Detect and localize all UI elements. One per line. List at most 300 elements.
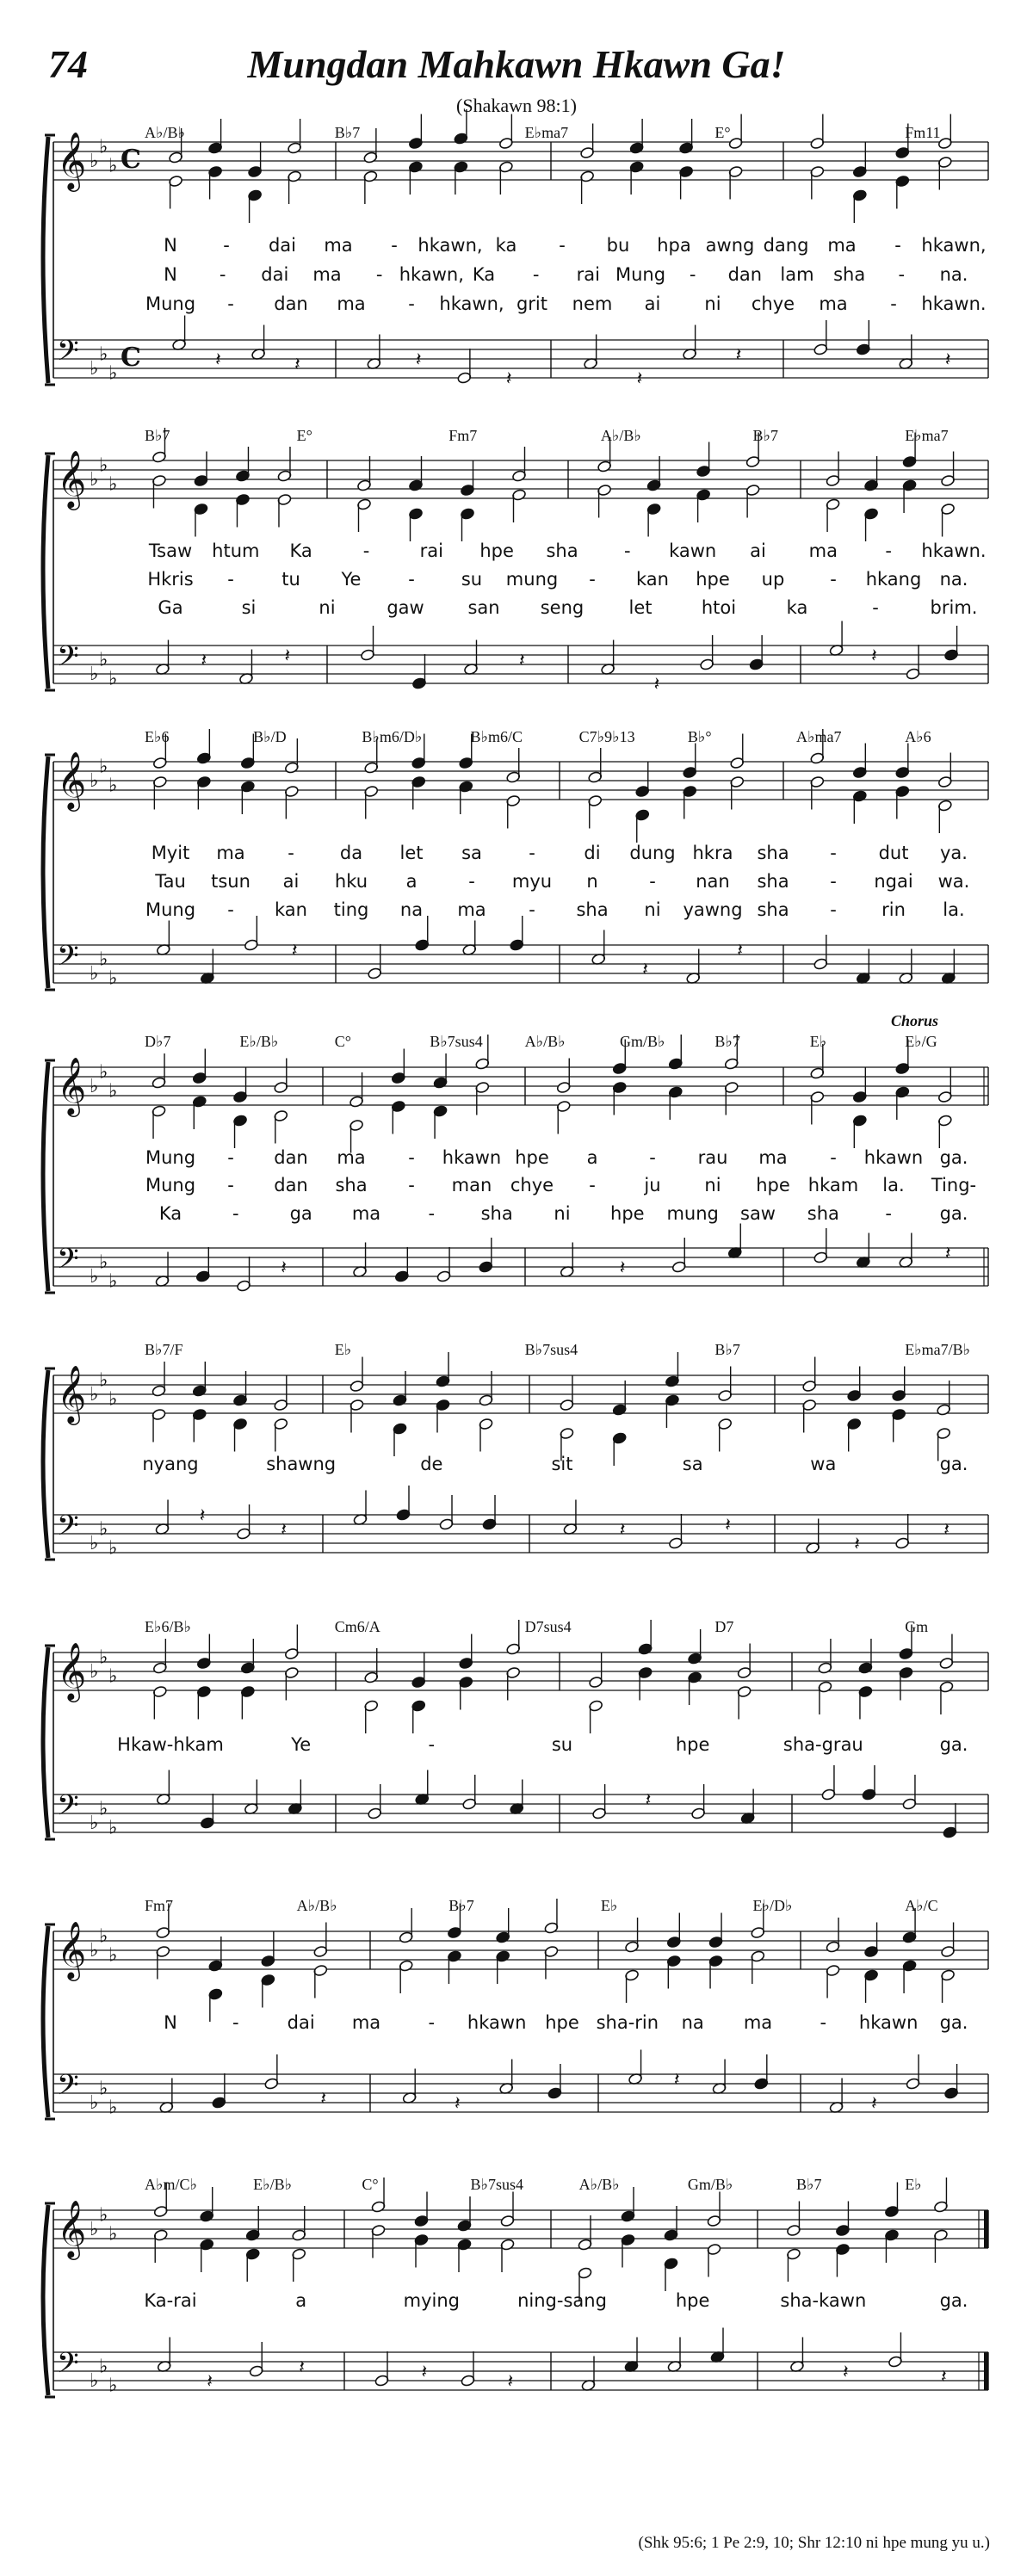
- flat-icon: ♭: [90, 1384, 99, 1405]
- lyric-syllable: -: [830, 1147, 837, 1168]
- rest-icon: 𝄽: [944, 349, 951, 371]
- treble-clef-icon: 𝄞: [57, 1920, 87, 1979]
- lyric-syllable: -: [559, 235, 566, 256]
- system-brace: [43, 1062, 48, 1291]
- lyric-syllable: -: [227, 1147, 234, 1168]
- lyric-syllable: Mung: [145, 293, 196, 314]
- rest-icon: 𝄽: [291, 940, 298, 962]
- lyric-syllable: -: [890, 293, 897, 314]
- chord-symbol: E♭/B♭: [253, 2176, 293, 2193]
- treble-staff: [53, 131, 988, 192]
- rest-icon: 𝄽: [642, 959, 648, 981]
- lyric-syllable: saw: [740, 1203, 776, 1224]
- lyric-syllable: ni: [704, 1175, 721, 1195]
- lyric-syllable: chye: [751, 293, 795, 314]
- chord-symbol: Fm7: [145, 1897, 174, 1914]
- final-barline: [984, 2352, 988, 2390]
- lyric-syllable: Ka: [472, 264, 496, 285]
- lyric-syllable: -: [624, 541, 631, 561]
- lyric-syllable: na.: [939, 569, 968, 590]
- chord-symbol: E♭: [334, 1341, 352, 1358]
- flat-icon: ♭: [90, 469, 99, 491]
- lyric-syllable: kawn: [669, 541, 717, 561]
- lyric-syllable: sha: [757, 899, 789, 920]
- flat-icon: ♭: [108, 155, 118, 177]
- lyric-syllable: sa: [461, 843, 482, 863]
- lyric-syllable: ka: [786, 597, 808, 618]
- flat-icon: ♭: [108, 668, 118, 690]
- system-brace: [43, 455, 48, 689]
- chord-symbol: Gm: [905, 1618, 929, 1635]
- lyric-syllable: na.: [939, 264, 968, 285]
- bass-clef-icon: 𝄢: [57, 1789, 79, 1829]
- lyric-syllable: hkawn.: [921, 293, 987, 314]
- lyric-syllable: brim.: [930, 597, 978, 618]
- lyric-syllable: kan: [275, 899, 307, 920]
- lyric-syllable: -: [830, 871, 837, 892]
- bass-clef-icon: 𝄢: [57, 1510, 79, 1549]
- chord-symbol: B♭°: [687, 728, 712, 745]
- flat-icon: ♭: [108, 775, 118, 797]
- rest-icon: 𝄽: [415, 349, 422, 371]
- rest-icon: 𝄽: [871, 646, 877, 667]
- system-5: [43, 1341, 988, 1560]
- flat-icon: ♭: [99, 2356, 108, 2378]
- lyric-syllable: dai: [287, 2012, 315, 2033]
- system-7: [43, 1897, 988, 2119]
- lyric-syllable: htum: [212, 541, 260, 561]
- lyric-syllable: hpe: [479, 541, 514, 561]
- rest-icon: 𝄽: [619, 1519, 626, 1541]
- lyric-syllable: hpe: [756, 1175, 790, 1195]
- treble-staff: [53, 1641, 988, 1702]
- flat-icon: ♭: [99, 948, 108, 971]
- lyric-syllable: dai: [268, 235, 297, 256]
- chord-symbol: B♭7: [714, 1033, 740, 1050]
- rest-icon: 𝄽: [944, 1243, 951, 1265]
- bass-clef-icon: 𝄢: [57, 940, 79, 979]
- lyric-syllable: Ka: [158, 1203, 182, 1224]
- lyric-syllable: -: [408, 1175, 415, 1195]
- chord-symbol: E♭: [809, 1033, 827, 1050]
- lyric-syllable: Mung: [615, 264, 666, 285]
- lyric-syllable: hkawn: [467, 2012, 527, 2033]
- lyric-syllable: rai: [576, 264, 601, 285]
- rest-icon: 𝄽: [507, 2371, 514, 2393]
- lyric-syllable: Hkris: [147, 569, 194, 590]
- lyric-syllable: ai: [282, 871, 300, 892]
- lyric-syllable: -: [529, 843, 535, 863]
- time-signature: C: [121, 343, 141, 373]
- lyric-syllable: -: [362, 541, 370, 561]
- flat-icon: ♭: [99, 649, 108, 671]
- chord-symbol: B♭m6/C: [470, 728, 523, 745]
- flat-icon: ♭: [108, 2375, 118, 2397]
- rest-icon: 𝄽: [201, 650, 207, 672]
- chord-symbol: E♭6: [145, 728, 170, 745]
- rest-icon: 𝄽: [673, 2069, 680, 2091]
- lyric-syllable: rau: [697, 1147, 728, 1168]
- chord-symbol: Fm7: [448, 427, 478, 444]
- lyric-syllable: si: [241, 597, 257, 618]
- chord-symbol: A♭ma7: [796, 728, 842, 745]
- lyric-syllable: ni: [644, 899, 661, 920]
- rest-icon: 𝄽: [735, 344, 742, 367]
- system-brace: [43, 757, 48, 988]
- lyric-syllable: hpe: [515, 1147, 549, 1168]
- flat-icon: ♭: [108, 1080, 118, 1103]
- rest-icon: 𝄽: [940, 2366, 947, 2388]
- lyric-syllable: -: [872, 597, 879, 618]
- bass-clef-icon: 𝄢: [57, 335, 79, 374]
- flat-icon: ♭: [90, 1076, 99, 1097]
- lyric-syllable: la.: [882, 1175, 905, 1195]
- lyric-syllable: hpe: [675, 2290, 710, 2311]
- lyric-syllable: -: [885, 541, 892, 561]
- lyric-syllable: sha: [576, 899, 609, 920]
- lyric-syllable: N: [164, 264, 177, 285]
- lyric-syllable: rai: [419, 541, 444, 561]
- lyric-syllable: hpe: [610, 1203, 645, 1224]
- lyric-syllable: sa: [682, 1454, 703, 1474]
- lyric-syllable: -: [288, 843, 294, 863]
- lyric-syllable: -: [649, 871, 656, 892]
- flat-icon: ♭: [90, 770, 99, 792]
- lyric-syllable: dut: [878, 843, 909, 863]
- treble-staff: [53, 1920, 988, 1981]
- bass-staff: [53, 1243, 988, 1293]
- lyric-syllable: ai: [644, 293, 661, 314]
- lyric-syllable: dai: [261, 264, 289, 285]
- lyric-syllable: -: [232, 2012, 239, 2033]
- chord-symbol: A♭/B♭: [600, 427, 641, 444]
- lyric-syllable: Ye: [341, 569, 362, 590]
- system-3: [43, 728, 988, 990]
- bass-clef-icon: 𝄢: [57, 2347, 79, 2387]
- system-8: [43, 2176, 988, 2397]
- lyric-syllable: hku: [334, 871, 368, 892]
- flat-icon: ♭: [108, 1388, 118, 1411]
- lyric-syllable: up: [761, 569, 785, 590]
- chord-symbol: A♭m/C♭: [145, 2176, 197, 2193]
- rest-icon: 𝄽: [454, 2093, 461, 2115]
- lyric-syllable: -: [894, 235, 901, 256]
- lyric-syllable: wa.: [937, 871, 970, 892]
- lyric-syllable: -: [885, 1203, 892, 1224]
- lyric-syllable: let: [399, 843, 424, 863]
- lyric-syllable: dang: [763, 235, 809, 256]
- lyric-syllable: -: [898, 264, 906, 285]
- lyric-syllable: hkawn: [858, 2012, 919, 2033]
- chord-symbol: E♭: [600, 1897, 618, 1914]
- flat-icon: ♭: [99, 1798, 108, 1820]
- bass-staff: [53, 335, 988, 385]
- lyric-syllable: sha: [335, 1175, 368, 1195]
- treble-clef-icon: 𝄞: [57, 1364, 87, 1423]
- lyric-syllable: ma: [819, 293, 848, 314]
- lyric-syllable: ma: [216, 843, 245, 863]
- chord-symbol: E♭ma7/B♭: [905, 1341, 971, 1358]
- lyric-syllable: a: [586, 1147, 598, 1168]
- lyric-syllable: -: [689, 264, 696, 285]
- lyric-syllable: ni: [319, 597, 336, 618]
- lyric-syllable: -: [227, 899, 234, 920]
- rest-icon: 𝄽: [871, 2093, 877, 2115]
- treble-clef-icon: 𝄞: [57, 449, 87, 508]
- lyric-syllable: ma: [337, 293, 366, 314]
- lyric-syllable: -: [408, 293, 415, 314]
- flat-icon: ♭: [99, 1518, 108, 1541]
- chord-symbol: B♭7: [448, 1897, 474, 1914]
- rest-icon: 𝄽: [281, 1257, 288, 1279]
- lyric-syllable: hkawn,: [921, 235, 987, 256]
- lyric-syllable: tu: [281, 569, 300, 590]
- flat-icon: ♭: [108, 1537, 118, 1560]
- rest-icon: 𝄽: [619, 1257, 626, 1279]
- rest-icon: 𝄽: [284, 646, 291, 667]
- lyric-syllable: -: [375, 264, 383, 285]
- rest-icon: 𝄽: [725, 1515, 731, 1536]
- flat-icon: ♭: [90, 358, 99, 380]
- flat-icon: ♭: [108, 967, 118, 990]
- lyric-syllable: nyang: [142, 1454, 199, 1474]
- chord-symbol: B♭m6/D♭: [362, 728, 423, 745]
- final-barline: [984, 2210, 988, 2248]
- lyric-syllable: su: [551, 1734, 573, 1755]
- bass-clef-icon: 𝄢: [57, 2069, 79, 2109]
- chord-symbol: D7: [714, 1618, 734, 1635]
- lyric-syllable: Ka: [289, 541, 312, 561]
- lyric-syllable: hkra: [692, 843, 733, 863]
- lyric-syllable: hkawn,: [399, 264, 464, 285]
- lyric-syllable: nan: [696, 871, 730, 892]
- time-signature: C: [121, 145, 141, 175]
- lyric-syllable: ma: [351, 2012, 381, 2033]
- chord-symbol: E♭6/B♭: [145, 1618, 191, 1635]
- flat-icon: ♭: [99, 2204, 108, 2227]
- lyric-syllable: -: [589, 569, 596, 590]
- lyric-syllable: mung: [666, 1203, 719, 1224]
- chord-symbol: E♭: [905, 2176, 922, 2193]
- lyric-syllable: a: [405, 871, 418, 892]
- chord-symbol: B♭7: [796, 2176, 822, 2193]
- flat-icon: ♭: [99, 136, 108, 158]
- lyric-syllable: sha-grau: [782, 1734, 863, 1755]
- lyric-syllable: hkawn,: [418, 235, 483, 256]
- system-4: [43, 1012, 988, 1293]
- hymn-subtitle: (Shakawn 98:1): [456, 95, 577, 116]
- chord-symbol: B♭7sus4: [524, 1341, 578, 1358]
- chord-symbol: B♭7: [145, 427, 170, 444]
- lyric-syllable: ma: [758, 1147, 788, 1168]
- chord-symbol: B♭7/F: [145, 1341, 183, 1358]
- lyric-syllable: -: [532, 264, 540, 285]
- lyric-syllable: Ka-rai: [144, 2290, 197, 2311]
- lyric-syllable: grit: [516, 293, 548, 314]
- lyric-syllable: Ye: [291, 1734, 312, 1755]
- lyric-syllable: da: [339, 843, 363, 863]
- lyric-syllable: ma: [351, 1203, 381, 1224]
- rest-icon: 𝄽: [299, 2357, 305, 2379]
- lyric-syllable: ma: [457, 899, 486, 920]
- chord-symbol: C°: [334, 1033, 352, 1050]
- bass-staff: [53, 2069, 988, 2119]
- flat-icon: ♭: [99, 1369, 108, 1392]
- lyric-syllable: hpe: [675, 1734, 710, 1755]
- lyric-syllable: hkawn: [863, 1147, 924, 1168]
- flat-icon: ♭: [99, 1251, 108, 1274]
- lyric-syllable: Mung: [145, 1175, 196, 1195]
- lyric-syllable: -: [428, 1203, 436, 1224]
- system-brace: [43, 1647, 48, 1838]
- lyric-syllable: -: [830, 843, 837, 863]
- flat-icon: ♭: [108, 1944, 118, 1967]
- lyric-syllable: sha: [757, 843, 789, 863]
- flat-icon: ♭: [108, 1665, 118, 1688]
- chord-symbol: E♭/G: [905, 1033, 937, 1050]
- lyric-syllable: ga.: [939, 1203, 968, 1224]
- system-2: [43, 427, 988, 695]
- lyric-syllable: sha: [757, 871, 789, 892]
- flat-icon: ♭: [90, 1661, 99, 1683]
- bass-clef-icon: 𝄢: [57, 1243, 79, 1282]
- bass-clef-icon: 𝄢: [57, 640, 79, 680]
- flat-icon: ♭: [99, 1061, 108, 1084]
- lyric-syllable: san: [467, 597, 500, 618]
- lyric-syllable: ga.: [939, 2290, 968, 2311]
- lyric-syllable: Tsaw: [148, 541, 193, 561]
- lyric-syllable: kan: [636, 569, 669, 590]
- chord-symbol: E♭/D♭: [752, 1897, 793, 1914]
- lyric-syllable: ngai: [874, 871, 913, 892]
- lyric-syllable: a: [295, 2290, 307, 2311]
- lyric-syllable: ma: [743, 2012, 773, 2033]
- lyric-syllable: -: [649, 1147, 656, 1168]
- chord-symbol: B♭7sus4: [470, 2176, 524, 2193]
- lyric-syllable: ya.: [940, 843, 968, 863]
- lyric-syllable: -: [468, 871, 475, 892]
- flat-icon: ♭: [90, 2092, 99, 2114]
- hymn-title: Mungdan Mahkawn Hkawn Ga!: [247, 42, 786, 86]
- rest-icon: 𝄽: [737, 940, 743, 962]
- lyric-syllable: htoi: [701, 597, 737, 618]
- lyric-syllable: ma: [827, 235, 857, 256]
- treble-staff: [53, 751, 988, 812]
- flat-icon: ♭: [99, 1646, 108, 1669]
- lyric-syllable: myu: [511, 871, 553, 892]
- flat-icon: ♭: [90, 963, 99, 985]
- system-brace: [43, 2205, 48, 2395]
- lyric-syllable: N: [164, 235, 177, 256]
- treble-clef-icon: 𝄞: [57, 1641, 87, 1700]
- lyric-syllable: -: [227, 1175, 234, 1195]
- lyric-syllable: gaw: [387, 597, 424, 618]
- lyric-syllable: sha: [833, 264, 866, 285]
- lyric-syllable: na: [681, 2012, 704, 2033]
- lyric-syllable: -: [232, 1203, 239, 1224]
- treble-clef-icon: 𝄞: [57, 2199, 87, 2258]
- chord-symbol: E°: [714, 124, 731, 141]
- lyric-syllable: -: [589, 1175, 596, 1195]
- lyric-syllable: ga.: [939, 1734, 968, 1755]
- chord-symbol: A♭/B♭: [524, 1033, 566, 1050]
- chord-symbol: E♭ma7: [524, 124, 569, 141]
- bass-staff: [53, 1789, 988, 1839]
- chord-symbol: Gm/B♭: [620, 1033, 665, 1050]
- lyric-syllable: Mung: [145, 1147, 196, 1168]
- lyric-syllable: rin: [881, 899, 906, 920]
- rest-icon: 𝄽: [199, 1505, 206, 1527]
- lyric-syllable: -: [408, 1147, 415, 1168]
- flat-icon: ♭: [90, 664, 99, 685]
- lyric-syllable: -: [820, 2012, 827, 2033]
- lyric-syllable: dan: [274, 293, 308, 314]
- chord-symbol: C7♭9♭13: [578, 728, 635, 745]
- chord-symbol: A♭/B♭: [296, 1897, 337, 1914]
- lyric-syllable: di: [584, 843, 601, 863]
- lyric-syllable: N: [164, 2012, 177, 2033]
- lyric-syllable: sha: [480, 1203, 513, 1224]
- rest-icon: 𝄽: [842, 2362, 849, 2383]
- hymn-number: 74: [48, 42, 88, 86]
- flat-icon: ♭: [90, 1266, 99, 1288]
- rest-icon: 𝄽: [281, 1519, 288, 1541]
- lyric-syllable: nem: [572, 293, 613, 314]
- flat-icon: ♭: [108, 1270, 118, 1293]
- treble-clef-icon: 𝄞: [57, 1056, 87, 1115]
- chord-symbol: B♭/D: [253, 728, 287, 745]
- lyric-syllable: chye: [510, 1175, 554, 1195]
- lyric-syllable: Mung: [145, 899, 196, 920]
- lyric-syllable: dan: [727, 264, 763, 285]
- lyric-syllable: Myit: [151, 843, 190, 863]
- flat-icon: ♭: [90, 2219, 99, 2240]
- lyric-syllable: -: [223, 235, 230, 256]
- rest-icon: 𝄽: [421, 2362, 428, 2383]
- lyric-syllable: n: [586, 871, 598, 892]
- rest-icon: 𝄽: [215, 349, 221, 371]
- lyric-syllable: wa: [810, 1454, 837, 1474]
- flat-icon: ♭: [108, 2223, 118, 2246]
- lyric-syllable: ma: [808, 541, 838, 561]
- chord-symbol: A♭/B♭: [145, 124, 185, 141]
- flat-icon: ♭: [90, 1813, 99, 1834]
- lyric-syllable: Tau: [155, 871, 186, 892]
- lyric-syllable: ga.: [939, 2012, 968, 2033]
- lyric-syllable: ma: [312, 264, 342, 285]
- lyric-syllable: ju: [644, 1175, 661, 1195]
- chord-symbol: A♭6: [905, 728, 931, 745]
- lyric-syllable: ni: [554, 1203, 571, 1224]
- lyric-syllable: sha-kawn: [780, 2290, 867, 2311]
- system-6: [43, 1618, 988, 1839]
- chord-symbol: A♭/B♭: [578, 2176, 620, 2193]
- lyric-syllable: -: [227, 569, 234, 590]
- lyric-syllable: hpe: [545, 2012, 579, 2033]
- lyric-syllable: hpe: [696, 569, 730, 590]
- lyric-syllable: hpa: [657, 235, 691, 256]
- lyric-syllable: -: [227, 293, 234, 314]
- lyric-syllable: shawng: [266, 1454, 337, 1474]
- bass-staff: [53, 1510, 988, 1560]
- flat-icon: ♭: [108, 362, 118, 385]
- chord-symbol: E♭ma7: [905, 427, 949, 444]
- lyric-syllable: dan: [274, 1147, 308, 1168]
- lyric-syllable: let: [628, 597, 653, 618]
- rest-icon: 𝄽: [505, 368, 512, 390]
- system-brace: [43, 1926, 48, 2117]
- lyric-syllable: dan: [274, 1175, 308, 1195]
